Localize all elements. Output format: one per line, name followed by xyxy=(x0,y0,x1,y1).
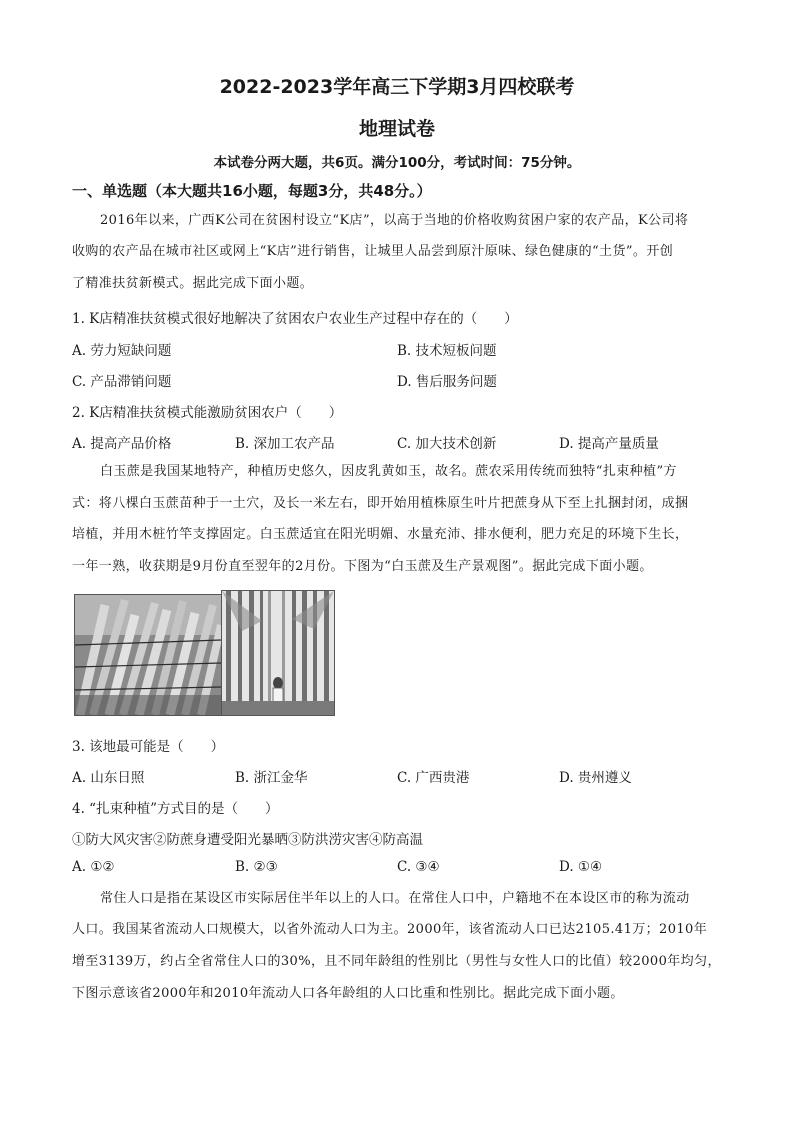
passage-line: 2016年以来，广西K公司在贫困村设立“K店”，以高于当地的价格收购贫困户家的农产品，K公司将 xyxy=(100,213,689,228)
question-stem: 3. 该地最可能是（ ） xyxy=(72,739,225,755)
option-c[interactable]: C. 加大技术创新 xyxy=(397,436,497,452)
option-b[interactable]: B. 技术短板问题 xyxy=(397,343,497,359)
option-b[interactable]: B. 浙江金华 xyxy=(235,770,308,786)
passage-line: 式：将八棵白玉蔗苗种于一土穴，及长一米左右，即开始用植株原生叶片把蔗身从下至上扎捆封闭，成捆 xyxy=(72,496,689,511)
option-d[interactable]: D. 贵州遵义 xyxy=(559,770,632,786)
option-a[interactable]: A. 劳力短缺问题 xyxy=(72,343,172,359)
cane-field-photo xyxy=(221,590,335,716)
passage-line: 下图示意该省2000年和2010年流动人口各年龄组的人口比重和性别比。据此完成下面小题。 xyxy=(72,986,624,1001)
option-d[interactable]: D. 售后服务问题 xyxy=(397,374,497,390)
question-stem: 1. K店精准扶贫模式很好地解决了贫困农户农业生产过程中存在的（ ） xyxy=(72,311,518,327)
option-c[interactable]: C. ③④ xyxy=(397,859,440,875)
option-c[interactable]: C. 广西贵港 xyxy=(397,770,470,786)
option-a[interactable]: A. 提高产品价格 xyxy=(72,436,172,452)
option-d[interactable]: D. ①④ xyxy=(559,859,603,875)
sugarcane-bundles-image xyxy=(75,595,221,715)
question-stem: 4. “扎束种植”方式目的是（ ） xyxy=(72,801,279,817)
question-stem: 2. K店精准扶贫模式能激励贫困农户（ ） xyxy=(72,405,343,421)
passage-line: 了精准扶贫新模式。据此完成下面小题。 xyxy=(72,276,314,291)
option-a[interactable]: A. ①② xyxy=(72,859,115,875)
sugarcane-photo xyxy=(74,594,222,716)
option-b[interactable]: B. ②③ xyxy=(235,859,278,875)
option-c[interactable]: C. 产品滞销问题 xyxy=(72,374,172,390)
exam-title: 2022-2023学年高三下学期3月四校联考 xyxy=(219,76,575,98)
section-heading: 一、单选题（本大题共16小题，每题3分，共48分。） xyxy=(72,182,432,200)
passage-line: 培植，并用木桩竹竿支撑固定。白玉蔗适宜在阳光明媚、水量充沛、排水便利，肥力充足的环境下生长， xyxy=(72,527,689,542)
passage-line: 增至3139万，约占全省常住人口的30%，且不同年龄组的性别比（男性与女性人口的比值）较2000年均匀， xyxy=(72,954,721,969)
exam-info: 本试卷分两大题，共6页。满分100分，考试时间：75分钟。 xyxy=(213,155,581,171)
passage-line: 人口。我国某省流动人口规模大，以省外流动人口为主。2000年，该省流动人口已达2105.41万；2010年 xyxy=(72,922,708,937)
passage-line: 一年一熟，收获期是9月份直至翌年的2月份。下图为“白玉蔗及生产景观图”。据此完成下面小题。 xyxy=(72,559,653,574)
passage-line: 收购的农产品在城市社区或网上“K店”进行销售，让城里人品尝到原汁原味、绿色健康的“土货”。开创 xyxy=(72,244,674,259)
statement-list: ①防大风灾害②防蔗身遭受阳光暴晒③防洪涝灾害④防高温 xyxy=(72,832,423,848)
option-b[interactable]: B. 深加工农产品 xyxy=(235,436,335,452)
subject-title: 地理试卷 xyxy=(358,118,435,140)
option-d[interactable]: D. 提高产量质量 xyxy=(559,436,659,452)
passage-line: 常住人口是指在某设区市实际居住半年以上的人口。在常住人口中，户籍地不在本设区市的称为流动 xyxy=(100,891,690,906)
cane-field-image xyxy=(222,591,334,715)
passage-line: 白玉蔗是我国某地特产，种植历史悠久，因皮乳黄如玉，故名。蔗农采用传统而独特“扎束种植”方 xyxy=(100,464,677,479)
option-a[interactable]: A. 山东日照 xyxy=(72,770,145,786)
